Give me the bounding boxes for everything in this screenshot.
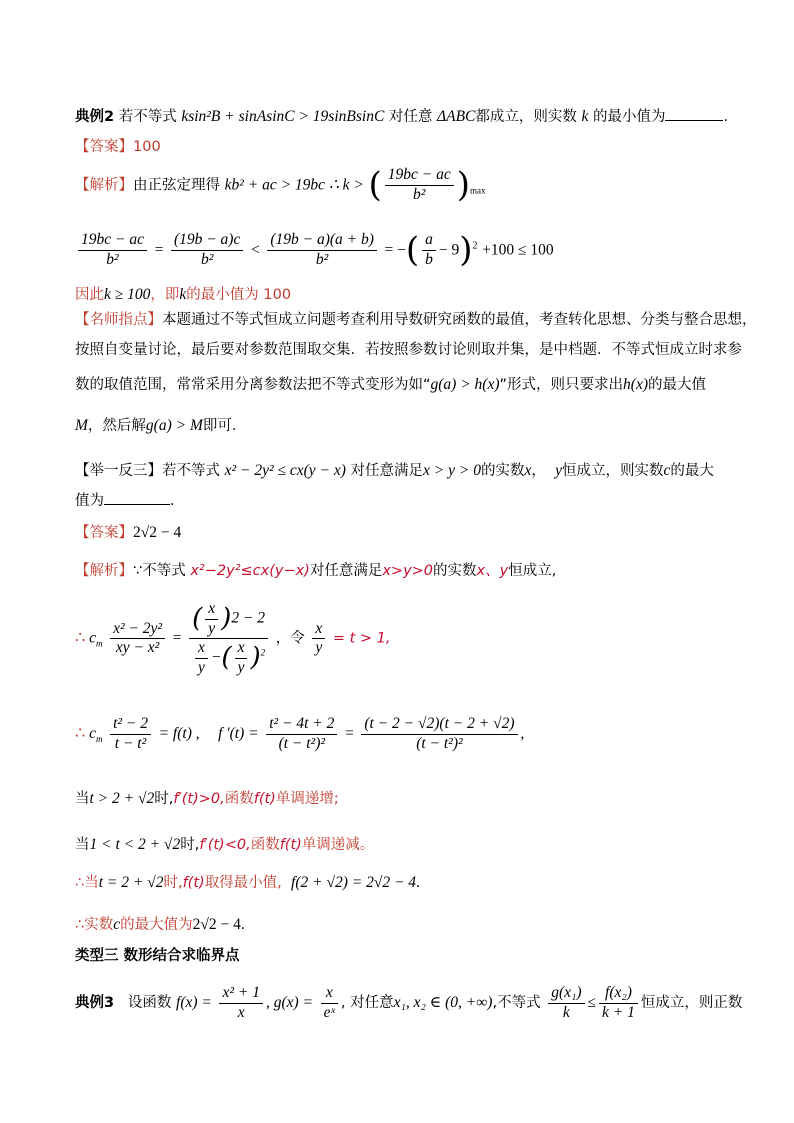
example-label: 【举一反三】 <box>75 463 162 479</box>
equation-chain-1: $\frac{19bc - ac}{\text{b²}}$ = $\frac{(19b - a)c}{\text{b²}}$ < $\frac{(19b - a)(a + b)}{\text{b²}}$ = −( $\frac{a}{b}$ − 9)$^2$ +100 ≤ 100 <box>75 230 754 271</box>
conclusion-2: ∴实数c的最大值为2√2 − 4. <box>75 916 245 933</box>
tip-line-1: 【名师指点】本题通过不等式恒成立问题考查利用导数研究函数的最值，考查转化思想、分类与整合思想， <box>75 312 757 328</box>
answer-value: 100 <box>133 139 161 155</box>
answer-blank <box>104 504 170 505</box>
tip-line-4: M，然后解g(a) > M即可． <box>75 417 247 434</box>
solution-1-line: 【解析】由正弦定理得 kb² + ac > 19bc ∴ k > ( $\frac{19bc - ac}{\text{b²}}$ )$_{max}$ <box>75 165 486 205</box>
example-3-statement: 【举一反三】若不等式 x² − 2y² ≤ cx(y − x) 对任意满足x > y > 0的实数x， y恒成立，则实数c的最大 <box>75 462 714 479</box>
answer-label: 【答案】 <box>75 139 133 155</box>
example-2-statement: 典例2 若不等式 ksin²B + sinAsinC > 19sinBsinC 对任意 ΔABC都成立，则实数 k 的最小值为 . <box>75 108 729 125</box>
solution-2-line: 【解析】∵不等式 x²−2y²≤cx(y−x)对任意满足x>y>0的实数x、y恒成立, <box>75 563 557 579</box>
example-4-statement: 典例3 设函数 f(x) = $\frac{\text{x² + 1}}{x}$ , g(x) = $\frac{x}{\text{eˣ}}$ , 对任意x₁, x₂ ∈ (0, +∞),不等式 $\frac{\text{g(x₁)}}{k}$ ≤ $\frac{\text{f(x₂)}}{k + 1}$ 恒成立，则正数 <box>75 984 743 1021</box>
answer-blank <box>665 120 723 121</box>
case-increasing: 当t > 2 + √2时,f′(t)>0,函数f(t)单调递增; <box>75 790 339 807</box>
example-label: 典例3 <box>75 995 115 1012</box>
equation-3: ∴ $c_m$ $\frac{\text{t² − 2}}{\text{t − t²}}$ = f(t) , f ′(t) = $\frac{\text{t² − 4t + 2}}{\text{(t − t²)²}}$ = $\frac{(t - 2 - √2)(t - 2 + √2)}{\text{(t − t²)²}}$ , <box>75 715 525 752</box>
example-3-statement-cont: 值为 ． <box>75 493 185 509</box>
fraction: $\frac{19bc - ac}{\text{b²}}$ <box>385 166 454 204</box>
equation-2: ∴ $c_m$ $\frac{\text{x² − 2y²}}{\text{xy − x²}}$ = ( $\frac{x}{y}$ )2 − 2 $\frac{x}{y}$ −( $\frac{x}{y}$ )$^2$ ，令 $\frac{x}{y}$ = t > 1, <box>75 600 391 676</box>
conclusion-1: 因此k ≥ 100，即k的最小值为 100 <box>75 286 292 303</box>
case-minimum: ∴当t = 2 + √2时,f(t)取得最小值, f(2 + √2) = 2√2 − 4. <box>75 874 420 891</box>
answer-1 <box>75 139 754 156</box>
tip-label: 【名师指点】 <box>75 312 162 328</box>
example-label: 典例2 <box>75 109 115 125</box>
answer-label: 【答案】 <box>75 525 133 541</box>
answer-2 <box>75 524 754 543</box>
section-heading-type-3: 类型三 数形结合求临界点 <box>75 948 240 964</box>
tip-line-3: 数的取值范围，常常采用分离参数法把不等式变形为如“g(a) > h(x)”形式，则只要求出h(x)的最大值 <box>75 376 706 393</box>
answer-value: 2√2 − 4 <box>133 524 182 541</box>
solution-label: 【解析】 <box>75 563 133 579</box>
inequality: ksin²B + sinAsinC > 19sinBsinC <box>181 108 385 125</box>
case-decreasing: 当1 < t < 2 + √2时,f′(t)<0,函数f(t)单调递减。 <box>75 836 375 853</box>
tip-line-2: 按照自变量讨论，最后要对参数范围取交集．若按照参数讨论则取并集，是中档题．不等式恒成立时求参 <box>75 342 742 358</box>
solution-label: 【解析】 <box>75 177 133 194</box>
